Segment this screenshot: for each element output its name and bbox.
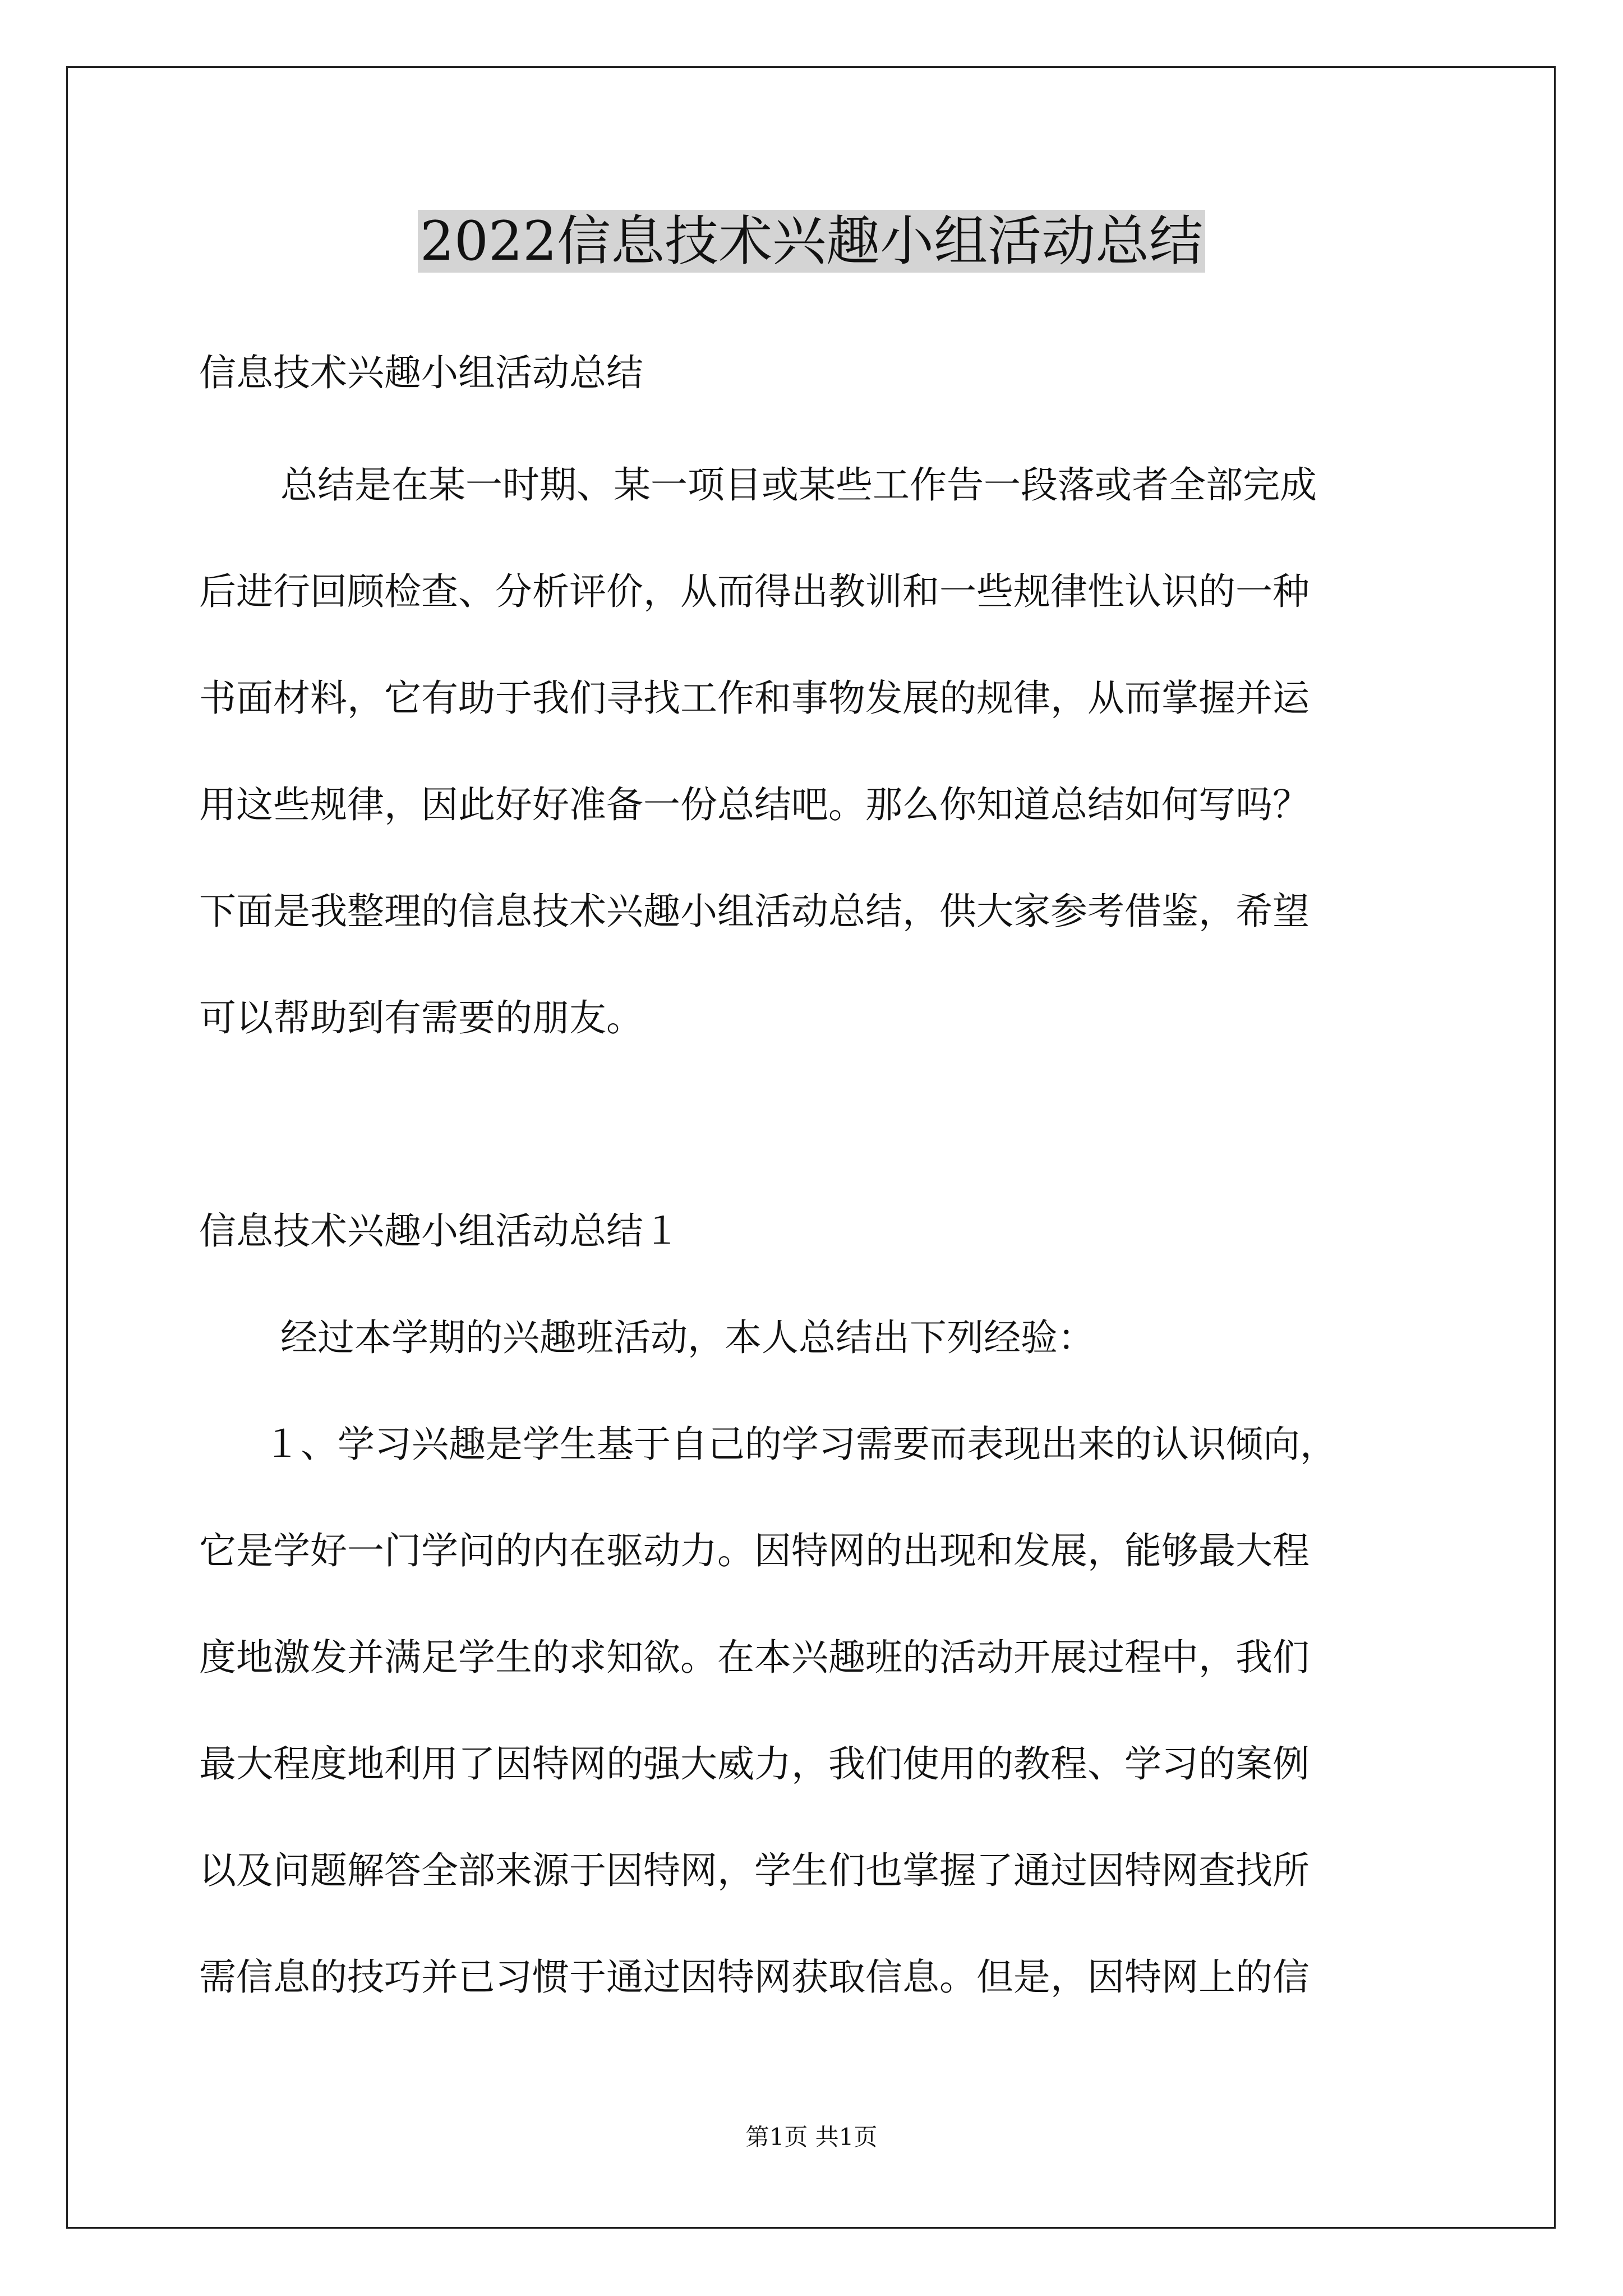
intro-line-4: 用这些规律，因此好好准备一份总结吧。那么你知道总结如何写吗？ (199, 783, 1310, 826)
intro-line-1: 总结是在某一时期、某一项目或某些工作告一段落或者全部完成 (280, 463, 1317, 507)
intro-line-5: 下面是我整理的信息技术兴趣小组活动总结，供大家参考借鉴，希望 (199, 890, 1310, 933)
intro-line-6: 可以帮助到有需要的朋友。 (199, 996, 643, 1039)
document-title: 2022信息技术兴趣小组活动总结 (0, 202, 1623, 280)
section-heading: 信息技术兴趣小组活动总结１ (199, 1209, 680, 1253)
point1-line-4: 最大程度地利用了因特网的强大威力，我们使用的教程、学习的案例 (199, 1742, 1310, 1786)
point1-line-2: 它是学好一门学问的内在驱动力。因特网的出现和发展，能够最大程 (199, 1529, 1310, 1572)
section-intro: 经过本学期的兴趣班活动，本人总结出下列经验： (280, 1316, 1095, 1359)
document-subtitle: 信息技术兴趣小组活动总结 (199, 351, 643, 394)
intro-line-2: 后进行回顾检查、分析评价，从而得出教训和一些规律性认识的一种 (199, 570, 1310, 613)
point1-line-1: １、学习兴趣是学生基于自己的学习需要而表现出来的认识倾向， (264, 1423, 1337, 1466)
point1-line-3: 度地激发并满足学生的求知欲。在本兴趣班的活动开展过程中，我们 (199, 1636, 1310, 1679)
point1-line-6: 需信息的技巧并已习惯于通过因特网获取信息。但是，因特网上的信 (199, 1955, 1310, 1999)
page-number: 第1页 共1页 (745, 2123, 878, 2151)
intro-line-3: 书面材料，它有助于我们寻找工作和事物发展的规律，从而掌握并运 (199, 677, 1310, 720)
point1-line-5: 以及问题解答全部来源于因特网，学生们也掌握了通过因特网查找所 (199, 1849, 1310, 1892)
